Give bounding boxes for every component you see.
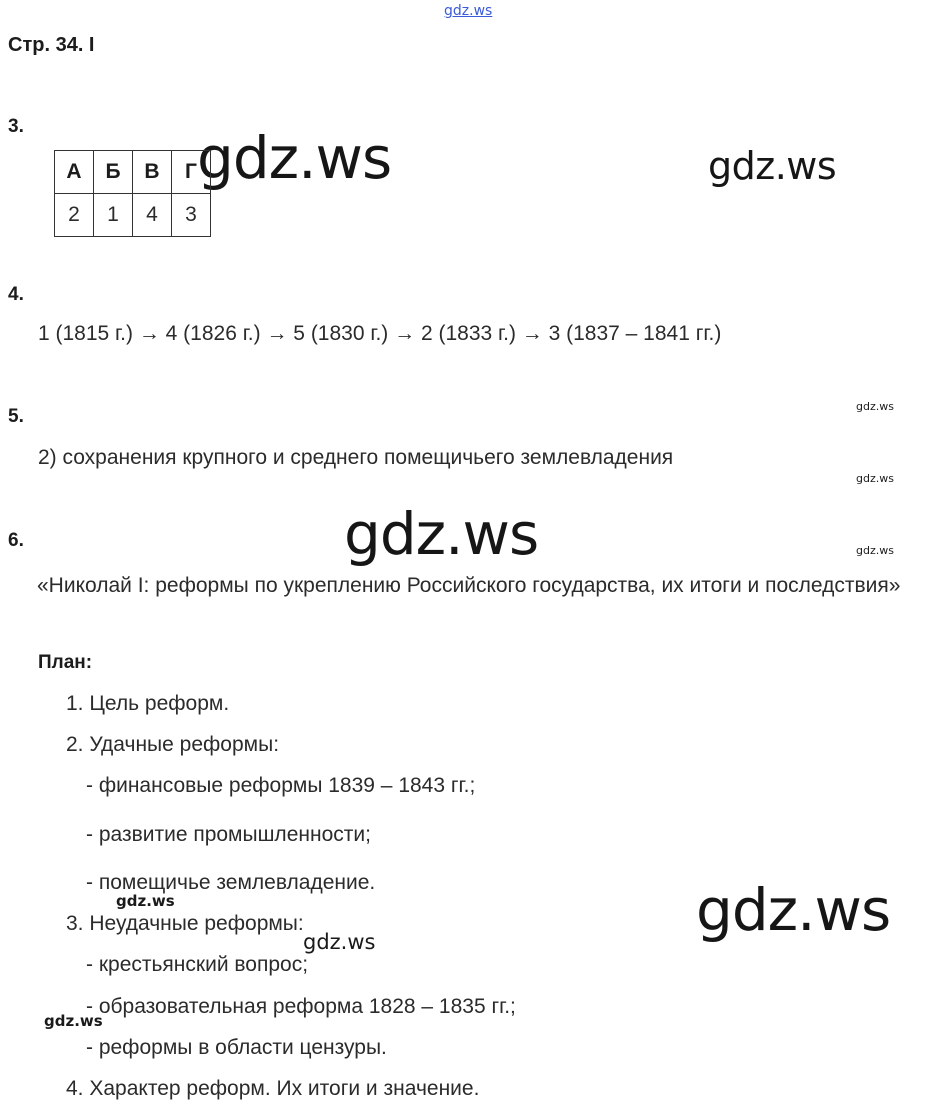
watermark: gdz.ws [197,124,392,192]
question-number-3: 3. [8,116,24,137]
page-title: Стр. 34. I [8,34,95,56]
answer-table-header-cell: Б [94,151,133,194]
question-number-6: 6. [8,530,24,551]
watermark: gdz.ws [696,876,891,944]
plan-subitem: - образовательная реформа 1828 – 1835 гг.; [86,995,516,1018]
answer-table-value-cell: 1 [94,194,133,237]
question-number-5: 5. [8,406,24,427]
plan-subitem: - помещичье землевладение. [86,871,376,894]
essay-topic: «Николай I: реформы по укреплению Российского государства, их итоги и последствия» [37,574,901,597]
watermark: gdz.ws [303,930,376,954]
question-number-4: 4. [8,284,24,305]
watermark: gdz.ws [44,1012,103,1030]
plan-item: 4. Характер реформ. Их итоги и значение. [66,1077,480,1100]
answer-table-value-cell: 2 [55,194,94,237]
plan-subitem: - финансовые реформы 1839 – 1843 гг.; [86,774,476,797]
watermark: gdz.ws [856,400,894,413]
answer-table-value-cell: 4 [133,194,172,237]
answer-text-5: 2) сохранения крупного и среднего помещичьего землевладения [38,446,674,469]
plan-item: 3. Неудачные реформы: [66,912,304,935]
plan-subitem: - развитие промышленности; [86,823,371,846]
watermark: gdz.ws [856,472,894,485]
plan-item: 2. Удачные реформы: [66,733,280,756]
plan-subitem: - крестьянский вопрос; [86,953,309,976]
answer-table-value-cell: 3 [172,194,211,237]
answer-table [54,150,211,237]
answer-text-4: 1 (1815 г.) → 4 (1826 г.) → 5 (1830 г.) → 2 (1833 г.) → 3 (1837 – 1841 гг.) [38,322,722,345]
answer-table-header-cell: А [55,151,94,194]
watermark: gdz.ws [708,144,837,188]
watermark: gdz.ws [116,892,175,910]
watermark: gdz.ws [856,544,894,557]
answer-table-header-cell: Г [172,151,211,194]
plan-label: План: [38,652,93,673]
plan-item: 1. Цель реформ. [66,692,230,715]
watermark-top-link[interactable]: gdz.ws [444,3,493,19]
answer-table-header-row [55,151,211,194]
watermark: gdz.ws [344,500,539,568]
answer-table-value-row [55,194,211,237]
answer-table-header-cell: В [133,151,172,194]
plan-subitem: - реформы в области цензуры. [86,1036,387,1059]
